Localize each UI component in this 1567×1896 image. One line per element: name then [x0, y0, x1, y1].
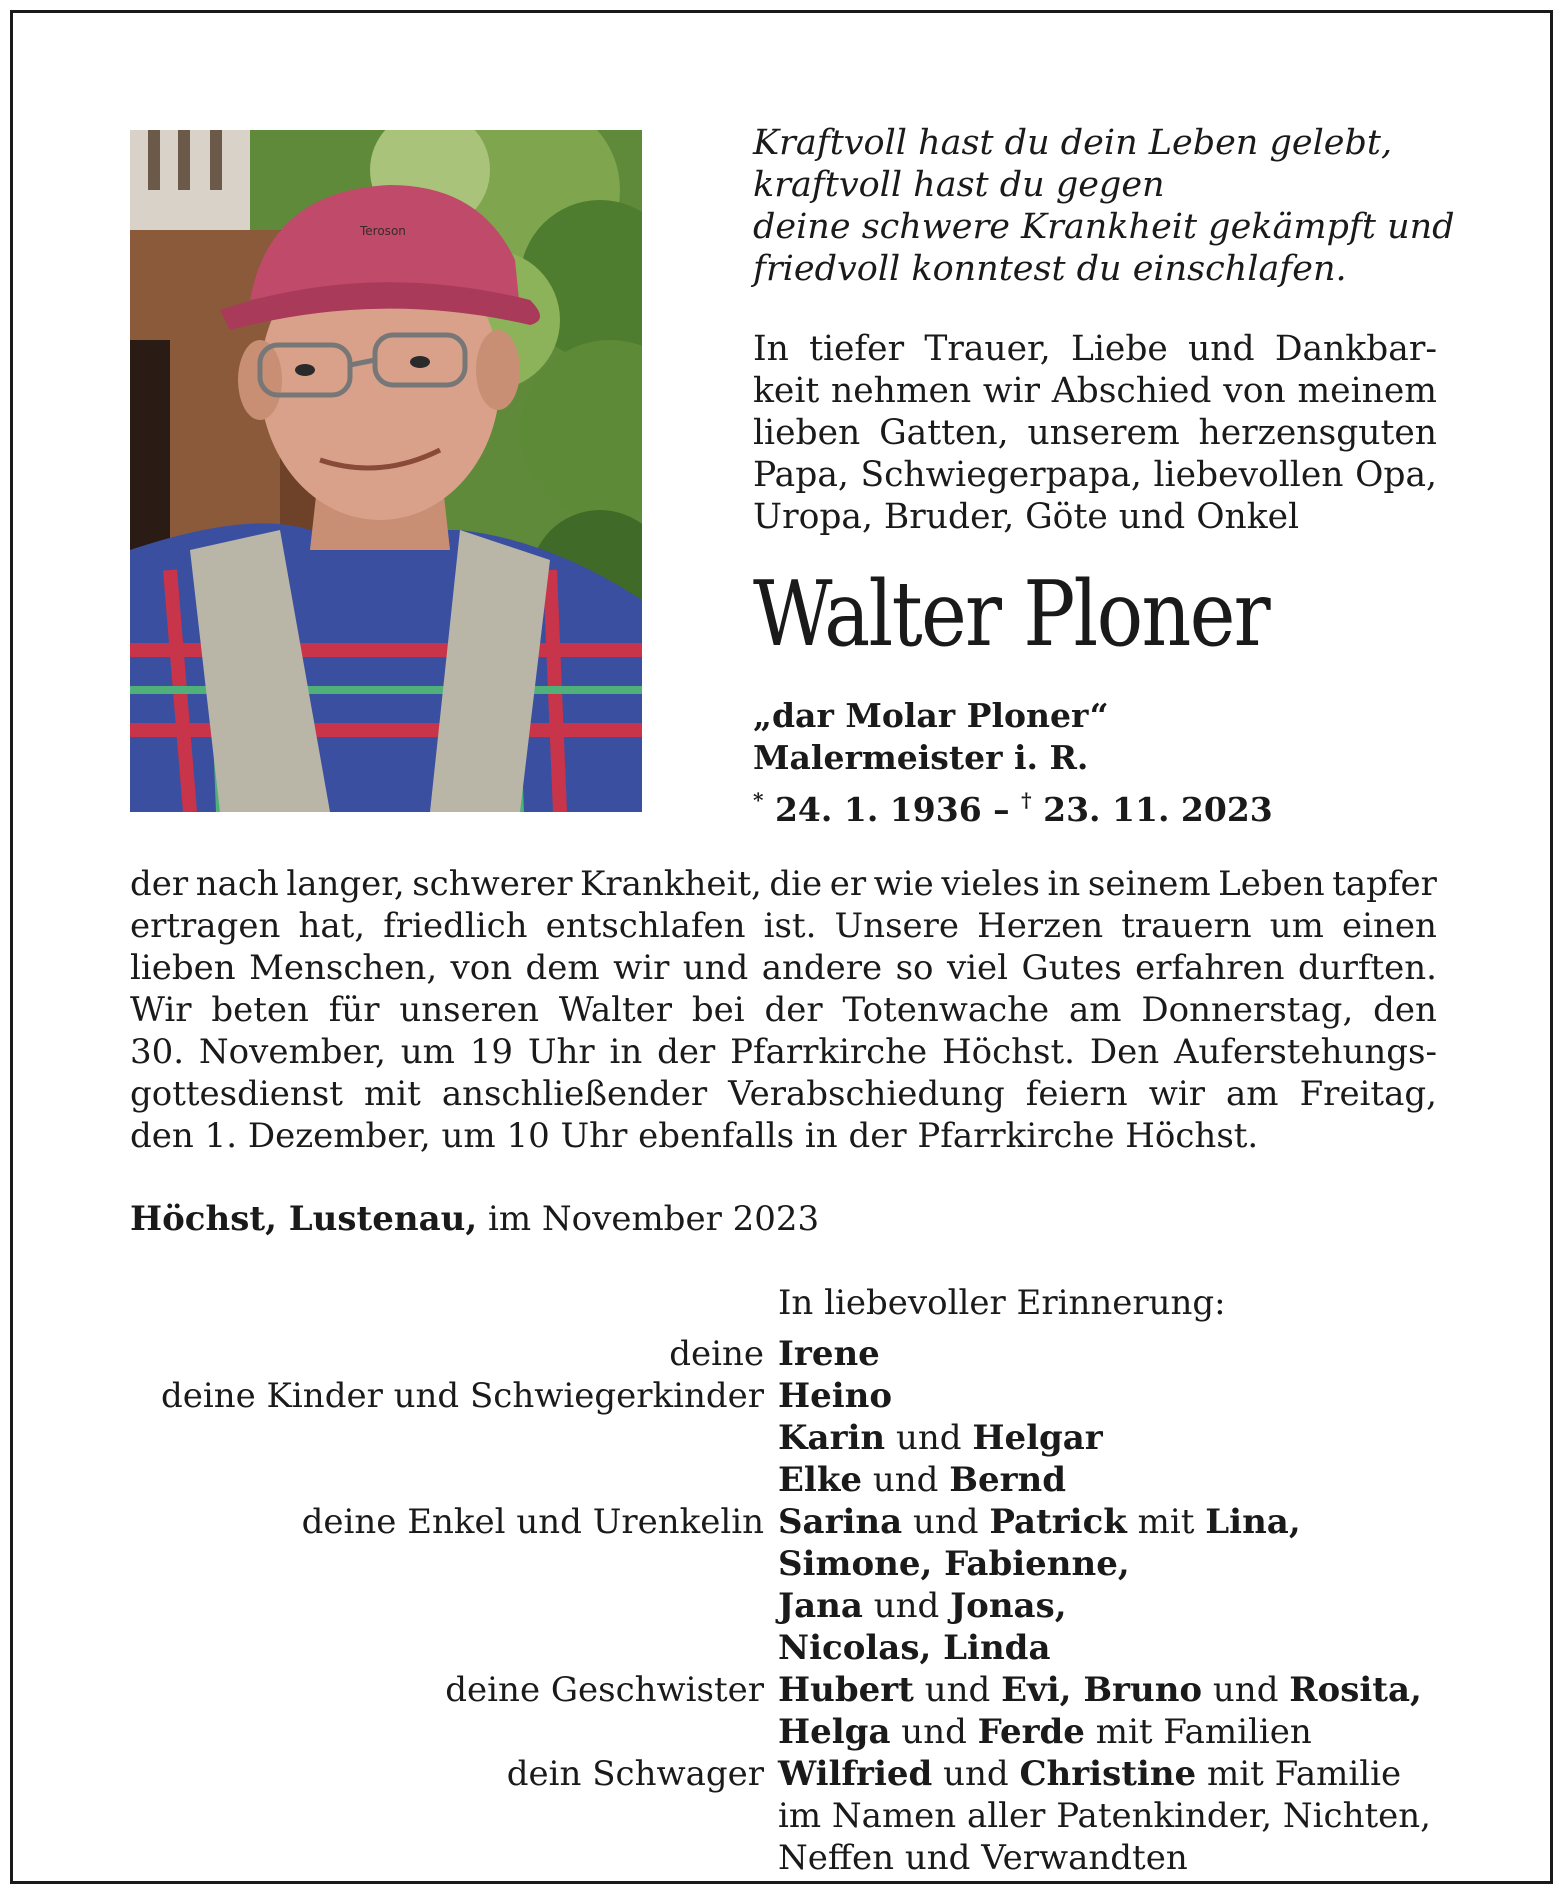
intro-line: Papa, Schwiegerpapa, liebevollen Opa, [753, 455, 1437, 495]
intro-line: keit nehmen wir Abschied von meinem [753, 371, 1437, 411]
closing-line: im Namen aller Patenkinder, Nichten, [778, 1796, 1431, 1836]
birth-symbol: * [753, 788, 764, 812]
family-list [0, 1333, 1567, 1879]
connector: und [943, 1754, 1009, 1794]
connector: mit Familien [1095, 1712, 1312, 1752]
memory-heading: In liebevoller Erinnerung: [778, 1283, 1226, 1323]
family-row [0, 1627, 1567, 1669]
family-name: Lina, [1205, 1502, 1301, 1542]
family-name: Helga [778, 1712, 891, 1752]
family-name: Irene [778, 1334, 880, 1374]
relation-label: deine [669, 1334, 764, 1374]
connector: mit [1137, 1502, 1195, 1542]
family-name: Karin [778, 1418, 886, 1458]
family-name: Nicolas, Linda [778, 1628, 1051, 1668]
family-name: Heino [778, 1376, 893, 1416]
connector: und [873, 1586, 940, 1626]
family-name: Hubert [778, 1670, 914, 1710]
family-name: Sarina [778, 1502, 903, 1542]
portrait-illustration [130, 130, 642, 812]
family-row [0, 1375, 1567, 1417]
family-name: Simone, Fabienne, [778, 1544, 1130, 1584]
poem-line: deine schwere Krankheit gekämpft und [753, 207, 1455, 247]
life-dates [753, 779, 1273, 831]
family-name: Wilfried [778, 1754, 933, 1794]
relation-label: deine Kinder und Schwiegerkinder [160, 1376, 764, 1416]
body-line: ertragen hat, friedlich entschlafen ist. Unsere Herzen trauern um einen [130, 906, 1437, 946]
date-dash: – [993, 790, 1010, 829]
family-name: Ferde [977, 1712, 1085, 1752]
svg-text:Teroson: Teroson [360, 224, 406, 238]
connector: und [1212, 1670, 1279, 1710]
connector: und [895, 1418, 962, 1458]
body-line: den 1. Dezember, um 10 Uhr ebenfalls in der Pfarrkirche Höchst. [130, 1116, 1259, 1156]
relation-label: dein Schwager [506, 1754, 764, 1794]
family-name: Rosita, [1289, 1670, 1422, 1710]
portrait-photo [130, 130, 642, 812]
family-row [0, 1501, 1567, 1543]
family-name: Christine [1019, 1754, 1197, 1794]
place-month: im November 2023 [487, 1199, 820, 1239]
family-row [0, 1585, 1567, 1627]
connector: und [924, 1670, 991, 1710]
intro-text [753, 328, 1437, 538]
connector: und [872, 1460, 939, 1500]
body-line: der nach langer, schwerer Krankheit, die er wie vieles in seinem Leben tapfer [130, 864, 1437, 904]
profession: Malermeister i. R. [753, 738, 1089, 777]
family-row [0, 1669, 1567, 1711]
deceased-name: Walter Ploner [753, 562, 1269, 667]
body-line: 30. November, um 19 Uhr in der Pfarrkirche Höchst. Den Auferstehungs- [130, 1032, 1437, 1072]
family-name: Evi, Bruno [1001, 1670, 1203, 1710]
connector: und [901, 1712, 967, 1752]
body-text [130, 863, 1437, 1157]
death-date: 23. 11. 2023 [1043, 790, 1273, 829]
family-name: Jana [778, 1586, 863, 1626]
body-line: lieben Menschen, von dem wir und andere so viel Gutes erfahren durften. [130, 948, 1437, 988]
family-row [0, 1711, 1567, 1753]
family-name: Helgar [972, 1418, 1103, 1458]
intro-line: lieben Gatten, unserem herzensguten [753, 413, 1437, 453]
place-date [130, 1198, 819, 1240]
connector: mit Familie [1207, 1754, 1402, 1794]
body-line: gottesdienst mit anschließender Verabschiedung feiern wir am Freitag, [130, 1074, 1437, 1114]
family-name: Elke [778, 1460, 863, 1500]
family-row [0, 1795, 1567, 1837]
birth-date: 24. 1. 1936 [774, 790, 982, 829]
family-name: Bernd [949, 1460, 1066, 1500]
poem [753, 122, 1473, 290]
nickname: „dar Molar Ploner“ [753, 696, 1109, 735]
connector: und [912, 1502, 979, 1542]
family-row [0, 1837, 1567, 1879]
poem-line: kraftvoll hast du gegen [753, 165, 1165, 205]
family-name: Patrick [989, 1502, 1127, 1542]
relation-label: deine Enkel und Urenkelin [301, 1502, 764, 1542]
family-row [0, 1333, 1567, 1375]
family-row [0, 1417, 1567, 1459]
family-row [0, 1753, 1567, 1795]
deceased-details [753, 695, 1273, 831]
place-locations: Höchst, Lustenau, [130, 1199, 478, 1239]
family-row [0, 1459, 1567, 1501]
death-symbol: † [1021, 788, 1032, 812]
body-line: Wir beten für unseren Walter bei der Totenwache am Donnerstag, den [130, 990, 1437, 1030]
poem-line: Kraftvoll hast du dein Leben gelebt, [753, 123, 1393, 163]
family-name: Jonas, [950, 1586, 1067, 1626]
closing-line: Neffen und Verwandten [778, 1838, 1188, 1878]
relation-label: deine Geschwister [445, 1670, 764, 1710]
intro-line: Uropa, Bruder, Göte und Onkel [753, 497, 1300, 537]
family-row [0, 1543, 1567, 1585]
intro-line: In tiefer Trauer, Liebe und Dankbar- [753, 329, 1437, 369]
poem-line: friedvoll konntest du einschlafen. [753, 249, 1347, 289]
